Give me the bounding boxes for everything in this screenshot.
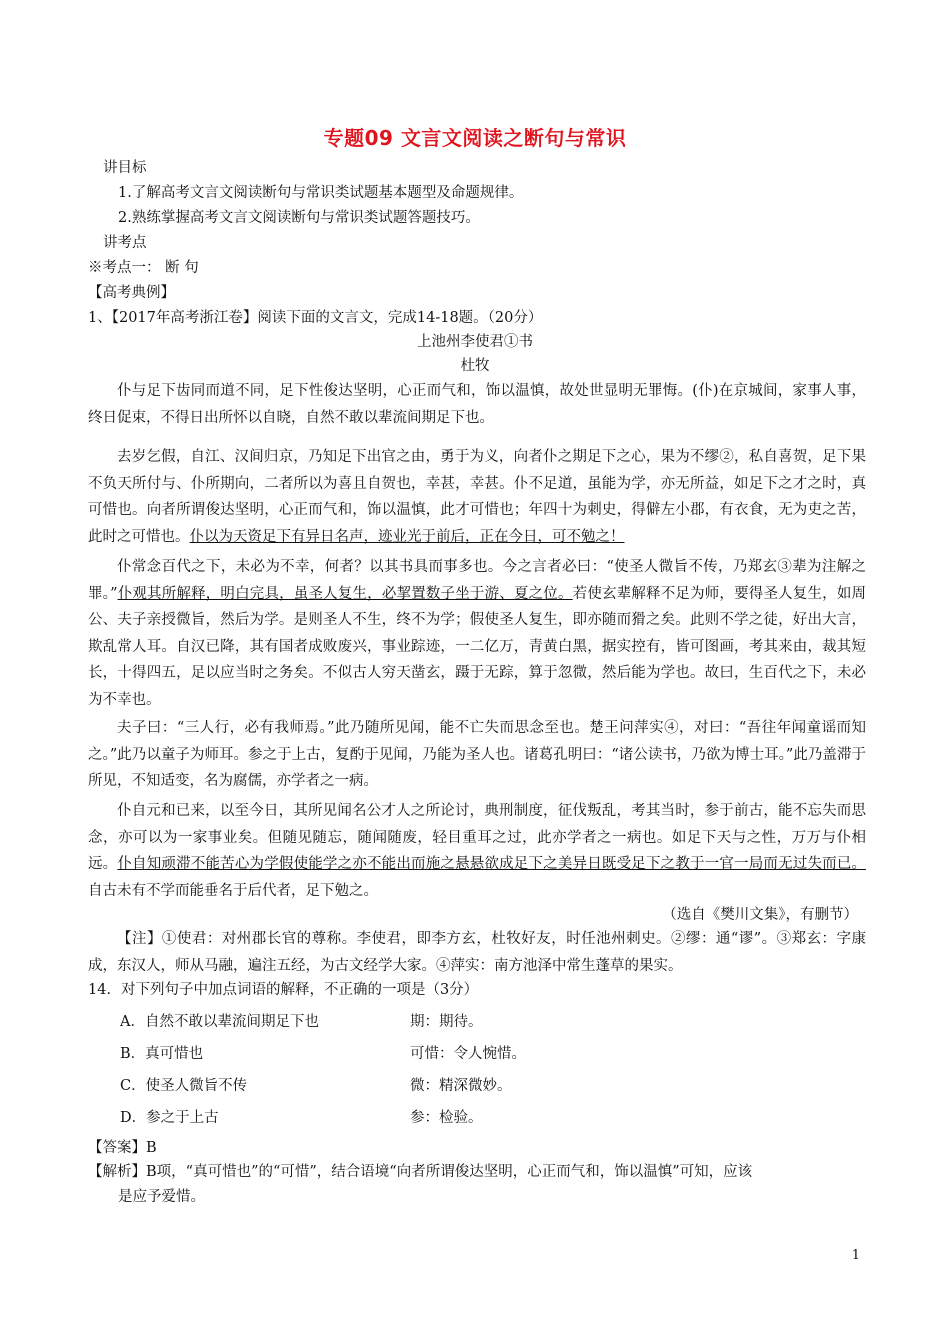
option-d-explanation: 参：检验。: [410, 1110, 483, 1126]
option-b-explanation: 可惜：令人惋惜。: [410, 1046, 526, 1062]
underlined-sentence: 仆以为天资足下有异日名声，迹业光于前后，正在今日，可不勉之！: [189, 528, 625, 545]
paragraph-text: 仆自元和已来，以至今日，其所见闻名公才人之所论讨，典刑制度，征伐叛乱，考其当时，参于前古，能不忘失而思念，亦可以为一家事业矣。但随见随忘，随闻随废，轻目重耳之过，此亦学者之一病也。如足下天与之性，万万与仆相远。: [88, 803, 866, 872]
option-b: B．真可惜也: [120, 1046, 204, 1062]
page-title: 专题09 文言文阅读之断句与常识: [323, 126, 627, 150]
goal-item: 1.了解高考文言文阅读断句与常识类试题基本题型及命题规律。: [118, 185, 524, 201]
kaodian-heading: ※考点一： 断 句: [88, 260, 199, 276]
option-a: A．自然不敢以辈流间期足下也: [120, 1014, 319, 1030]
passage-paragraph-5: [88, 798, 866, 904]
analysis-line-1: 【解析】B项，“真可惜也”的“可惜”，结合语境“向者所谓俊达坚明，心正而气和，饰以温慎”可知，应该: [88, 1164, 753, 1180]
passage-paragraph-3: [88, 554, 866, 713]
analysis-line-2: 是应予爱惜。: [118, 1189, 205, 1205]
option-c-explanation: 微：精深微妙。: [410, 1078, 512, 1094]
examples-heading: 【高考典例】: [88, 285, 175, 301]
question-14: 14．对下列句子中加点词语的解释，不正确的一项是（3分）: [88, 982, 479, 998]
paragraph-text: 若使玄辈解释不足为师，要得圣人复生，如周公、夫子亲授微旨，然后为学。是则圣人不生，终不为学；假使圣人复生，即亦随而猾之矣。此则不学之徒，好出大言，欺乱常人耳。自汉已降，其有国者成败废兴，事业踪迹，一二亿万，青黄白黑，据实控有，皆可图画，考其来由，裁其短长，十得四五，足以应当时之务矣。不似古人穷天凿玄，蹑于无踪，算于忽微，然后能为学也。故曰，生百代之下，未必为不幸也。: [88, 585, 866, 708]
paragraph-text: 自古未有不学而能垂名于后代者，足下勉之。: [88, 882, 378, 899]
points-heading: 讲考点: [103, 235, 147, 251]
underlined-sentence: 仆自知顽滞不能苦心为学假使能学之亦不能出而施之悬悬欲成足下之美异日既受足下之教于一官一局而无过失而已。: [117, 856, 867, 872]
option-d: D．参之于上古: [120, 1110, 219, 1126]
option-a-explanation: 期：期待。: [410, 1014, 483, 1030]
passage-source: （选自《樊川文集》，有删节）: [662, 907, 858, 923]
goal-item: 2.熟练掌握高考文言文阅读断句与常识类试题答题技巧。: [118, 210, 480, 226]
question-intro: 1、【2017年高考浙江卷】阅读下面的文言文，完成14-18题。（20分）: [88, 310, 543, 326]
answer: 【答案】B: [88, 1140, 157, 1156]
passage-paragraph-4: 夫子曰：“三人行，必有我师焉。”此乃随所见闻，能不亡失而思念至也。楚王问萍实④，对曰：“吾往年闻童谣而知之。”此乃以童子为师耳。参之于上古，复酌于见闻，乃能为圣人也。诸葛孔明曰：“诸公读书，乃欲为博士耳。”此乃盖滞于所见，不知适变，名为腐儒，亦学者之一病。: [88, 720, 866, 789]
passage-title: 上池州李使君①书: [417, 334, 533, 350]
goals-heading: 讲目标: [103, 160, 147, 176]
paragraph-text: 仆常念百代之下，未必为不幸，何者？以其书具而事多也。今之言者必曰：“使圣人微旨不传，乃郑玄③辈为注解之罪。”: [88, 559, 866, 602]
passage-paragraph-1: 仆与足下齿同而道不同，足下性俊达坚明，心正而气和，饰以温慎，故处世显明无罪悔。(仆)在京城间，家事人事，终日促束，不得日出所怀以自晓，自然不敢以辈流间期足下也。: [88, 383, 866, 426]
passage-paragraph-2: [88, 444, 866, 550]
passage-author: 杜牧: [460, 358, 490, 374]
option-c: C．使圣人微旨不传: [120, 1078, 248, 1094]
underlined-sentence: 仆观其所解释，明白完具，虽圣人复生，必挈置数子坐于游、夏之位。: [117, 585, 573, 602]
paragraph-text: 去岁乞假，自江、汉间归京，乃知足下出官之由，勇于为义，向者仆之期足下之心，果为不缪②，私自喜贺，足下果不负天所付与、仆所期向，二者所以为喜且自贺也，幸甚，幸甚。仆不足道，虽能为学，亦无所益，如足下之才之时，真可惜也。向者所谓俊达坚明，心正而气和，饰以温慎，此才可惜也；年四十为刺史，得僻左小郡，有衣食，无为吏之苦，此时之可惜也。: [88, 449, 866, 545]
page-number: 1: [851, 1248, 860, 1263]
annotation-note: 【注】①使君：对州郡长官的尊称。李使君，即李方玄，杜牧好友，时任池州刺史。②缪：通“谬”。③郑玄：字康成，东汉人，师从马融，遍注五经，为古文经学大家。④萍实：南方池泽中常生蓬草的果实。: [88, 931, 866, 974]
